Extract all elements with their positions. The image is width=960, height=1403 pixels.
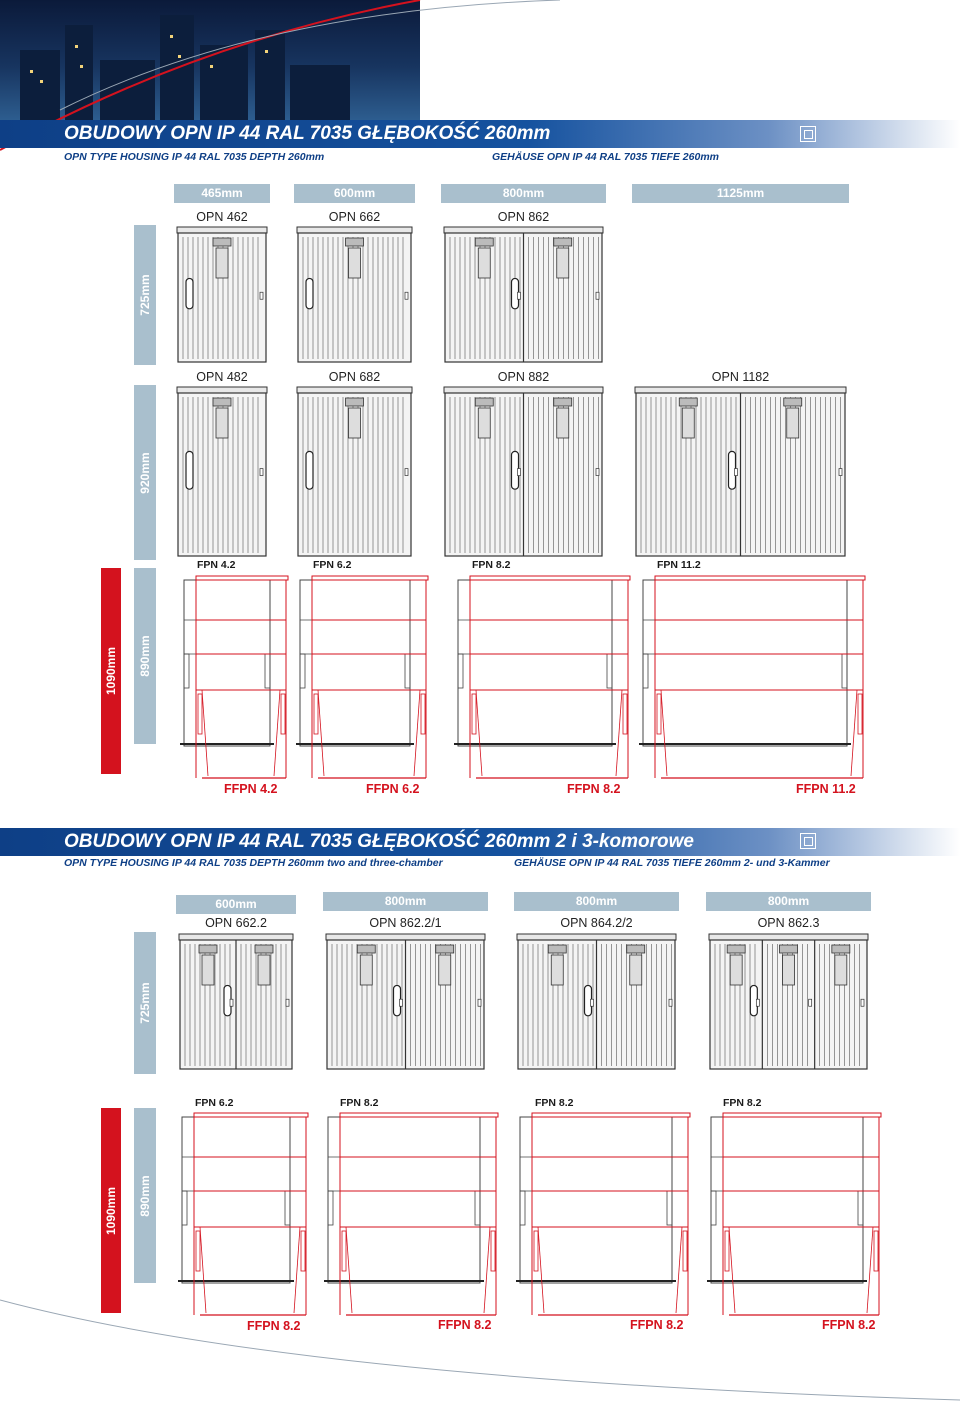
model-label: OPN 882 [497,370,550,384]
section2-subtitle-en: OPN TYPE HOUSING IP 44 RAL 7035 DEPTH 260mm two and three-chamber [64,857,443,869]
height-label: 920mm [138,451,152,494]
cabinet-opn-462 [176,226,268,364]
fpn-label: FPN 6.2 [313,559,352,571]
width-label: 800mm [323,892,488,911]
height-band-1090 [101,1108,121,1313]
cabinet-opn-482 [176,386,268,558]
ffpn-label: FFPN 8.2 [822,1318,876,1332]
ffpn-label: FFPN 6.2 [366,782,420,796]
height-label: 725mm [138,982,152,1024]
ffpn-label: FFPN 8.2 [247,1319,301,1333]
fpn-label: FPN 11.2 [657,559,701,571]
width-label: 800mm [441,184,606,203]
height-band-725 [134,225,156,365]
square-icon [800,833,816,849]
width-label: 1125mm [632,184,849,203]
city-skyline-image [0,0,420,120]
cabinet-opn-862-3 [708,933,869,1071]
foundation-fpn-8-2 [705,1111,883,1319]
height-label: 1090mm [104,1186,118,1235]
section2-title-bar [0,828,960,856]
foundation-fpn-8-2 [514,1111,692,1319]
fpn-label: FPN 8.2 [535,1097,574,1109]
section1-title-bar [0,120,960,148]
model-label: OPN 662 [328,210,381,224]
section1-subtitle-en: OPN TYPE HOUSING IP 44 RAL 7035 DEPTH 260mm [64,151,325,163]
height-band-725 [134,932,156,1074]
foundation-fpn-8-2 [452,574,632,782]
cabinet-opn-1182 [634,386,847,558]
section1-title: OBUDOWY OPN IP 44 RAL 7035 GŁĘBOKOŚĆ 260mm [64,123,551,144]
height-band-890 [134,1108,156,1283]
section1-subtitle-de: GEHÄUSE OPN IP 44 RAL 7035 TIEFE 260mm [492,151,720,163]
fpn-label: FPN 8.2 [472,559,511,571]
cabinet-opn-682 [296,386,413,558]
model-label: OPN 862.3 [757,916,820,930]
square-icon [800,126,816,142]
fpn-label: FPN 8.2 [723,1097,762,1109]
ffpn-label: FFPN 4.2 [224,782,278,796]
cabinet-opn-662-2 [178,933,294,1071]
model-label: OPN 482 [196,370,248,384]
width-label: 800mm [514,892,679,911]
ffpn-label: FFPN 8.2 [567,782,621,796]
fpn-label: FPN 4.2 [197,559,236,571]
cabinet-opn-662 [296,226,413,364]
cabinet-opn-882 [443,386,604,558]
width-label: 465mm [174,184,270,203]
width-label: 800mm [706,892,871,911]
height-label: 1090mm [104,646,118,696]
model-label: OPN 662.2 [205,916,267,930]
height-band-1090 [101,568,121,774]
fpn-label: FPN 8.2 [340,1097,379,1109]
cabinet-opn-862-2-1 [325,933,486,1071]
cabinet-opn-864-2-2 [516,933,677,1071]
model-label: OPN 862.2/1 [369,916,442,930]
model-label: OPN 1182 [711,370,770,384]
model-label: OPN 682 [328,370,381,384]
foundation-fpn-11-2 [637,574,867,782]
ffpn-label: FFPN 8.2 [438,1318,492,1332]
foundation-fpn-4-2 [178,574,290,782]
fpn-label: FPN 6.2 [195,1097,234,1109]
section2-subtitle-de: GEHÄUSE OPN IP 44 RAL 7035 TIEFE 260mm 2- und 3-Kammer [514,857,830,869]
model-label: OPN 864.2/2 [560,916,633,930]
model-label: OPN 862 [497,210,550,224]
height-band-890 [134,568,156,744]
ffpn-label: FFPN 11.2 [796,782,856,796]
foundation-fpn-6-2 [176,1111,310,1319]
foundation-fpn-6-2 [294,574,430,782]
ffpn-label: FFPN 8.2 [630,1318,684,1332]
cabinet-opn-862 [443,226,604,364]
model-label: OPN 462 [196,210,248,224]
height-label: 725mm [138,274,152,316]
width-label: 600mm [176,895,296,914]
height-label: 890mm [138,1174,152,1217]
foundation-fpn-8-2 [322,1111,500,1319]
width-label: 600mm [294,184,415,203]
height-band-920 [134,385,156,560]
section2-title: OBUDOWY OPN IP 44 RAL 7035 GŁĘBOKOŚĆ 260mm 2 i 3-komorowe [64,831,694,852]
height-label: 890mm [138,635,152,677]
